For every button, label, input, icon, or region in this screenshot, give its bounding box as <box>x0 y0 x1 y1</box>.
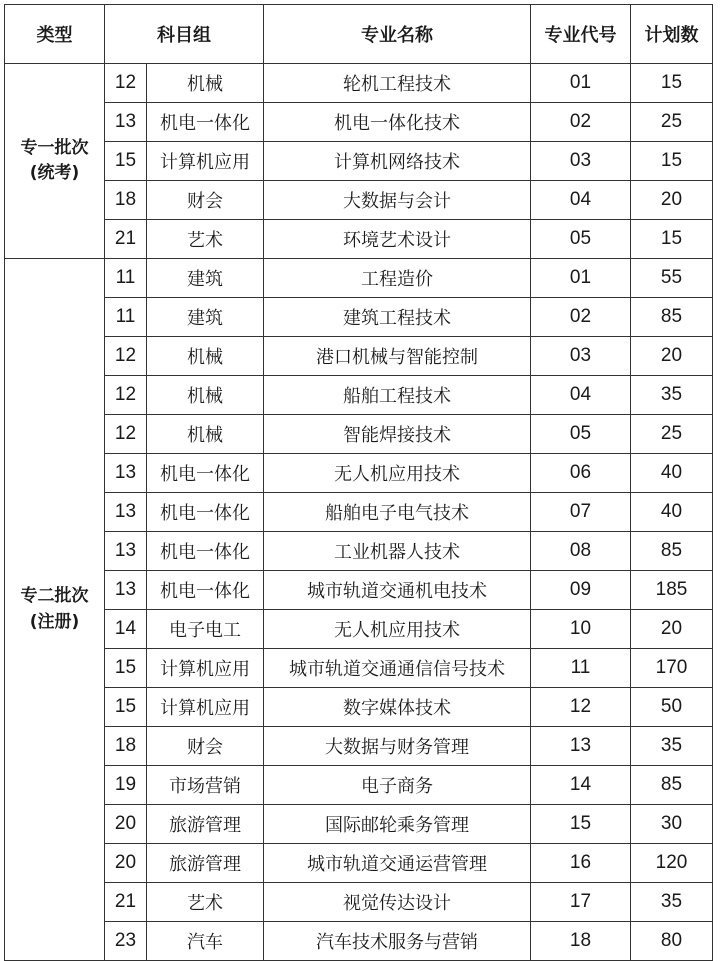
major-code-cell: 10 <box>531 610 631 649</box>
enrollment-plan-table <box>4 4 713 961</box>
major-code-cell: 06 <box>531 454 631 493</box>
major-name-cell: 国际邮轮乘务管理 <box>264 805 531 844</box>
major-code-cell: 12 <box>531 688 631 727</box>
plan-count-cell: 20 <box>631 337 713 376</box>
batch-mode: (注册) <box>29 611 80 632</box>
plan-count-cell: 80 <box>631 922 713 961</box>
plan-count-cell: 50 <box>631 688 713 727</box>
plan-count-cell: 85 <box>631 766 713 805</box>
major-code-cell: 11 <box>531 649 631 688</box>
major-name-cell: 建筑工程技术 <box>264 298 531 337</box>
major-code-cell: 09 <box>531 571 631 610</box>
group-number-cell: 18 <box>105 181 147 220</box>
major-code-cell: 02 <box>531 103 631 142</box>
group-number-cell: 14 <box>105 610 147 649</box>
major-code-cell: 05 <box>531 220 631 259</box>
major-code-cell: 03 <box>531 142 631 181</box>
table-row <box>5 649 713 688</box>
plan-count-cell: 20 <box>631 181 713 220</box>
group-name-cell: 艺术 <box>147 883 264 922</box>
table-row <box>5 220 713 259</box>
group-name-cell: 建筑 <box>147 298 264 337</box>
table-row <box>5 766 713 805</box>
header-group: 科目组 <box>105 5 264 64</box>
major-code-cell: 13 <box>531 727 631 766</box>
group-name-cell: 艺术 <box>147 220 264 259</box>
major-name-cell: 数字媒体技术 <box>264 688 531 727</box>
group-number-cell: 11 <box>105 298 147 337</box>
group-number-cell: 12 <box>105 376 147 415</box>
table-row <box>5 922 713 961</box>
plan-count-cell: 35 <box>631 376 713 415</box>
major-code-cell: 16 <box>531 844 631 883</box>
group-number-cell: 18 <box>105 727 147 766</box>
major-code-cell: 04 <box>531 181 631 220</box>
major-code-cell: 01 <box>531 64 631 103</box>
group-number-cell: 15 <box>105 649 147 688</box>
group-name-cell: 机电一体化 <box>147 103 264 142</box>
major-name-cell: 无人机应用技术 <box>264 610 531 649</box>
major-code-cell: 18 <box>531 922 631 961</box>
group-number-cell: 13 <box>105 454 147 493</box>
major-name-cell: 大数据与会计 <box>264 181 531 220</box>
group-number-cell: 13 <box>105 532 147 571</box>
major-name-cell: 港口机械与智能控制 <box>264 337 531 376</box>
header-type: 类型 <box>5 5 105 64</box>
major-name-cell: 轮机工程技术 <box>264 64 531 103</box>
plan-count-cell: 30 <box>631 805 713 844</box>
major-code-cell: 08 <box>531 532 631 571</box>
group-number-cell: 15 <box>105 142 147 181</box>
group-number-cell: 11 <box>105 259 147 298</box>
plan-count-cell: 15 <box>631 220 713 259</box>
plan-count-cell: 85 <box>631 532 713 571</box>
group-number-cell: 15 <box>105 688 147 727</box>
batch-name: 专二批次 <box>20 586 89 606</box>
major-name-cell: 智能焊接技术 <box>264 415 531 454</box>
group-number-cell: 12 <box>105 337 147 376</box>
major-name-cell: 城市轨道交通通信信号技术 <box>264 649 531 688</box>
header-row <box>5 5 713 64</box>
batch-type-cell <box>5 64 105 259</box>
major-name-cell: 环境艺术设计 <box>264 220 531 259</box>
group-name-cell: 机电一体化 <box>147 493 264 532</box>
plan-count-cell: 40 <box>631 493 713 532</box>
major-name-cell: 船舶工程技术 <box>264 376 531 415</box>
plan-count-cell: 85 <box>631 298 713 337</box>
plan-count-cell: 35 <box>631 883 713 922</box>
group-number-cell: 20 <box>105 844 147 883</box>
group-name-cell: 建筑 <box>147 259 264 298</box>
table-row <box>5 571 713 610</box>
header-major: 专业名称 <box>264 5 531 64</box>
major-name-cell: 计算机网络技术 <box>264 142 531 181</box>
major-code-cell: 03 <box>531 337 631 376</box>
batch-name: 专一批次 <box>20 137 89 158</box>
group-name-cell: 机械 <box>147 376 264 415</box>
group-number-cell: 13 <box>105 103 147 142</box>
table-row <box>5 298 713 337</box>
major-code-cell: 14 <box>531 766 631 805</box>
group-name-cell: 电子电工 <box>147 610 264 649</box>
table-body <box>5 64 713 961</box>
major-code-cell: 04 <box>531 376 631 415</box>
group-name-cell: 机电一体化 <box>147 532 264 571</box>
group-number-cell: 12 <box>105 415 147 454</box>
header-plan: 计划数 <box>631 5 713 64</box>
table-row <box>5 64 713 103</box>
table-row <box>5 493 713 532</box>
group-number-cell: 23 <box>105 922 147 961</box>
group-number-cell: 20 <box>105 805 147 844</box>
group-name-cell: 财会 <box>147 181 264 220</box>
table-row <box>5 181 713 220</box>
plan-count-cell: 170 <box>631 649 713 688</box>
table-row <box>5 532 713 571</box>
group-name-cell: 计算机应用 <box>147 649 264 688</box>
group-name-cell: 汽车 <box>147 922 264 961</box>
group-number-cell: 21 <box>105 883 147 922</box>
table-row <box>5 376 713 415</box>
group-name-cell: 旅游管理 <box>147 805 264 844</box>
group-number-cell: 19 <box>105 766 147 805</box>
table-row <box>5 337 713 376</box>
header-code: 专业代号 <box>531 5 631 64</box>
major-name-cell: 汽车技术服务与营销 <box>264 922 531 961</box>
plan-count-cell: 40 <box>631 454 713 493</box>
major-name-cell: 大数据与财务管理 <box>264 727 531 766</box>
group-name-cell: 计算机应用 <box>147 688 264 727</box>
plan-count-cell: 25 <box>631 103 713 142</box>
group-name-cell: 市场营销 <box>147 766 264 805</box>
major-code-cell: 17 <box>531 883 631 922</box>
table-row <box>5 805 713 844</box>
group-name-cell: 机械 <box>147 337 264 376</box>
plan-count-cell: 120 <box>631 844 713 883</box>
major-name-cell: 机电一体化技术 <box>264 103 531 142</box>
group-name-cell: 机械 <box>147 415 264 454</box>
batch-type-cell <box>5 259 105 961</box>
plan-count-cell: 185 <box>631 571 713 610</box>
batch-mode: (统考) <box>29 163 80 183</box>
major-name-cell: 视觉传达设计 <box>264 883 531 922</box>
group-name-cell: 财会 <box>147 727 264 766</box>
table-row <box>5 727 713 766</box>
group-name-cell: 计算机应用 <box>147 142 264 181</box>
plan-count-cell: 15 <box>631 64 713 103</box>
group-number-cell: 13 <box>105 571 147 610</box>
group-number-cell: 12 <box>105 64 147 103</box>
table-row <box>5 103 713 142</box>
major-code-cell: 05 <box>531 415 631 454</box>
major-code-cell: 01 <box>531 259 631 298</box>
table-row <box>5 454 713 493</box>
group-number-cell: 21 <box>105 220 147 259</box>
plan-count-cell: 35 <box>631 727 713 766</box>
plan-count-cell: 25 <box>631 415 713 454</box>
major-name-cell: 船舶电子电气技术 <box>264 493 531 532</box>
major-name-cell: 工程造价 <box>264 259 531 298</box>
plan-count-cell: 20 <box>631 610 713 649</box>
group-name-cell: 机械 <box>147 64 264 103</box>
major-name-cell: 电子商务 <box>264 766 531 805</box>
table-row <box>5 844 713 883</box>
major-name-cell: 城市轨道交通运营管理 <box>264 844 531 883</box>
group-number-cell: 13 <box>105 493 147 532</box>
major-name-cell: 城市轨道交通机电技术 <box>264 571 531 610</box>
group-name-cell: 旅游管理 <box>147 844 264 883</box>
major-code-cell: 15 <box>531 805 631 844</box>
plan-count-cell: 55 <box>631 259 713 298</box>
table-row <box>5 415 713 454</box>
group-name-cell: 机电一体化 <box>147 454 264 493</box>
table-row <box>5 259 713 298</box>
table-row <box>5 688 713 727</box>
major-name-cell: 无人机应用技术 <box>264 454 531 493</box>
major-code-cell: 07 <box>531 493 631 532</box>
plan-count-cell: 15 <box>631 142 713 181</box>
table-row <box>5 610 713 649</box>
major-code-cell: 02 <box>531 298 631 337</box>
group-name-cell: 机电一体化 <box>147 571 264 610</box>
table-row <box>5 142 713 181</box>
major-name-cell: 工业机器人技术 <box>264 532 531 571</box>
table-row <box>5 883 713 922</box>
